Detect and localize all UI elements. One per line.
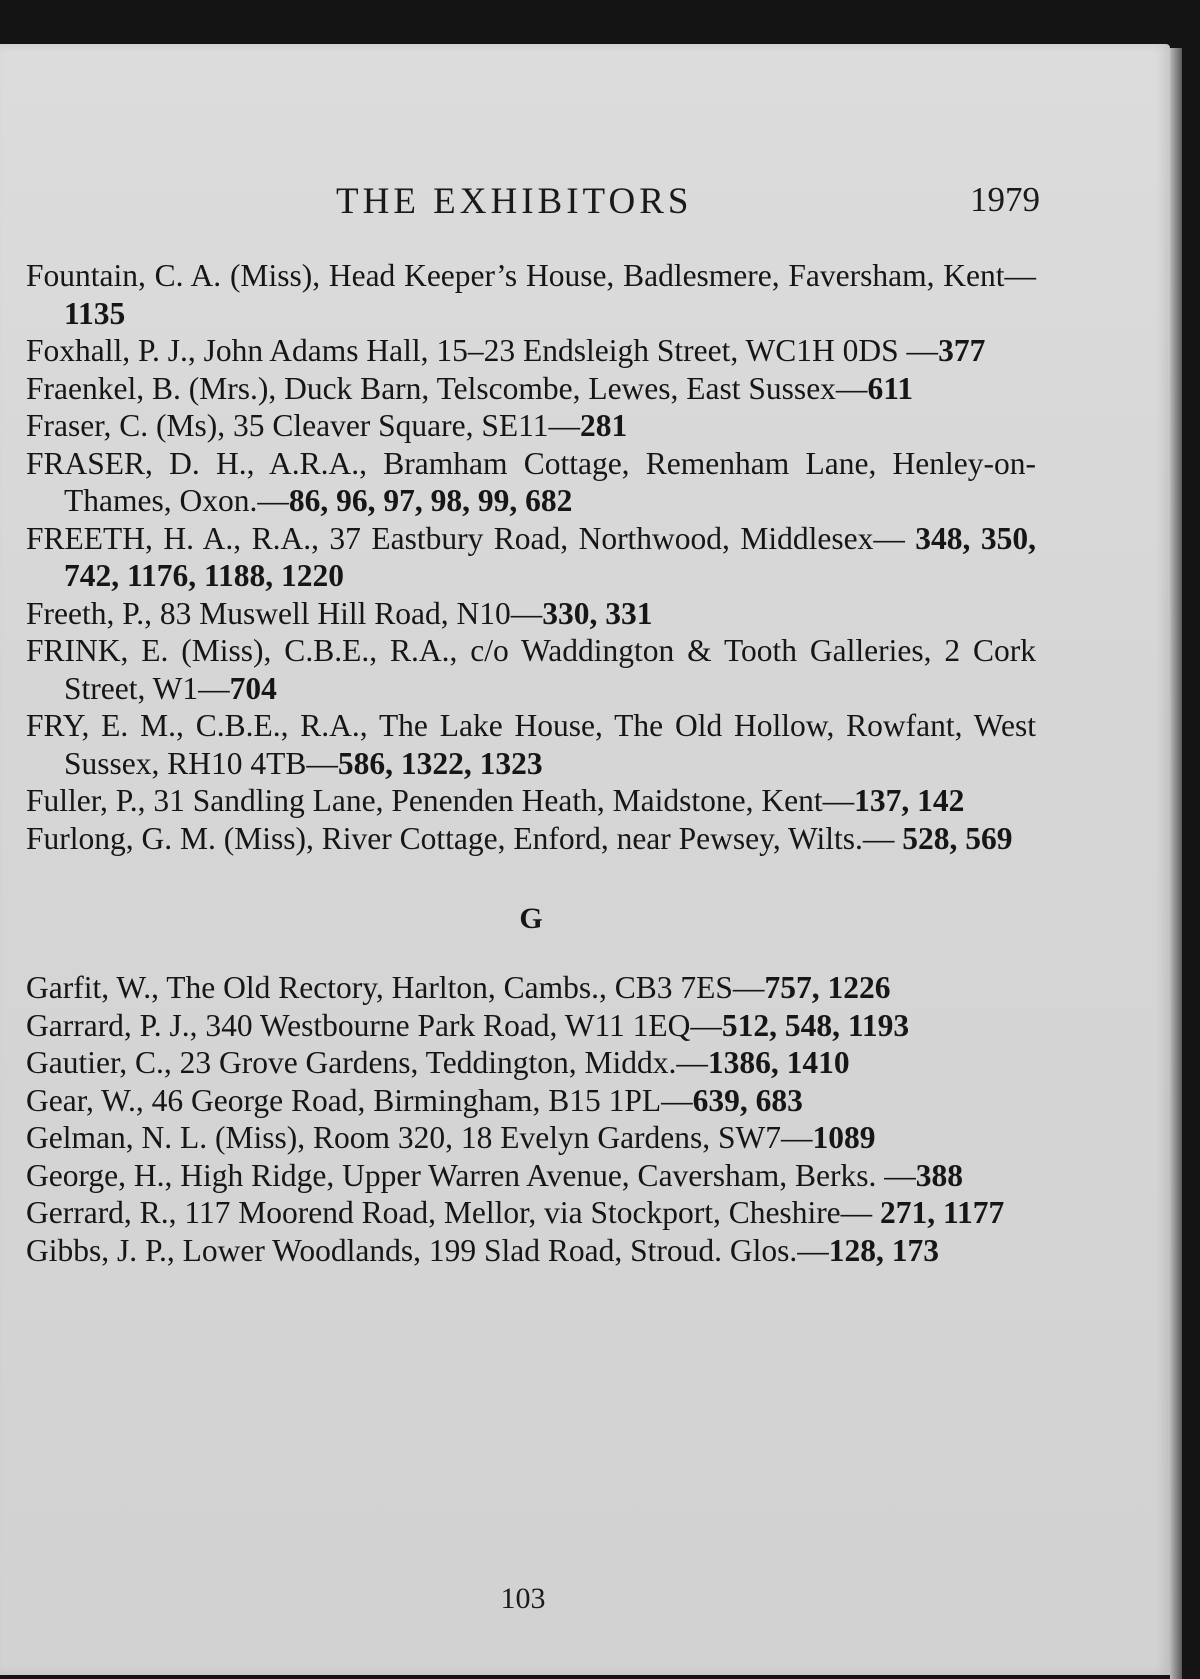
- list-item: Fraenkel, B. (Mrs.), Duck Barn, Telscombe, Lewes, East Sussex—611: [26, 370, 913, 406]
- list-item: Fountain, C. A. (Miss), Head Keeper’s House, Badlesmere, Faversham, Kent—1135: [26, 258, 1036, 331]
- page-title: THE EXHIBITORS: [336, 181, 693, 222]
- list-item: Garrard, P. J., 340 Westbourne Park Road, W11 1EQ—512, 548, 1193: [26, 1007, 910, 1043]
- page-number: 103: [500, 1582, 546, 1615]
- exhibitor-list: [26, 257, 1036, 1269]
- list-item: FRINK, E. (Miss), C.B.E., R.A., c/o Waddington & Tooth Galleries, 2 Cork Street, W1—704: [26, 633, 1036, 706]
- list-item: Garfit, W., The Old Rectory, Harlton, Cambs., CB3 7ES—757, 1226: [26, 970, 891, 1005]
- list-item: Gautier, C., 23 Grove Gardens, Teddington, Middx.—1386, 1410: [26, 1045, 850, 1080]
- list-item: FREETH, H. A., R.A., 37 Eastbury Road, Northwood, Middlesex— 348, 350, 742, 1176, 1188, 1220: [26, 520, 1036, 593]
- list-item: Gibbs, J. P., Lower Woodlands, 199 Slad Road, Stroud. Glos.—128, 173: [26, 1232, 940, 1268]
- list-item: Gerrard, R., 117 Moorend Road, Mellor, via Stockport, Cheshire— 271, 1177: [26, 1195, 1005, 1230]
- list-item: Fraser, C. (Ms), 35 Cleaver Square, SE11—281: [26, 408, 628, 443]
- section-heading: G: [519, 902, 543, 935]
- list-item: Fuller, P., 31 Sandling Lane, Penenden Heath, Maidstone, Kent—137, 142: [26, 783, 965, 818]
- list-item: Gear, W., 46 George Road, Birmingham, B15 1PL—639, 683: [26, 1082, 803, 1118]
- list-item: Freeth, P., 83 Muswell Hill Road, N10—330, 331: [26, 595, 653, 631]
- list-item: FRASER, D. H., A.R.A., Bramham Cottage, Remenham Lane, Henley-on-Thames, Oxon.—86, 96, 97, 98, 99, 682: [26, 445, 1036, 518]
- list-item: Gelman, N. L. (Miss), Room 320, 18 Evelyn Gardens, SW7—1089: [26, 1120, 876, 1155]
- header-year: 1979: [970, 180, 1040, 219]
- list-item: Furlong, G. M. (Miss), River Cottage, Enford, near Pewsey, Wilts.— 528, 569: [26, 820, 1013, 856]
- list-item: Foxhall, P. J., John Adams Hall, 15–23 Endsleigh Street, WC1H 0DS —377: [26, 333, 986, 368]
- running-header: [0, 180, 1170, 240]
- book-page: [0, 44, 1170, 1675]
- list-item: FRY, E. M., C.B.E., R.A., The Lake House, The Old Hollow, Rowfant, West Sussex, RH10 4TB—586, 1322, 1323: [26, 708, 1036, 781]
- list-item: George, H., High Ridge, Upper Warren Avenue, Caversham, Berks. —388: [26, 1157, 964, 1193]
